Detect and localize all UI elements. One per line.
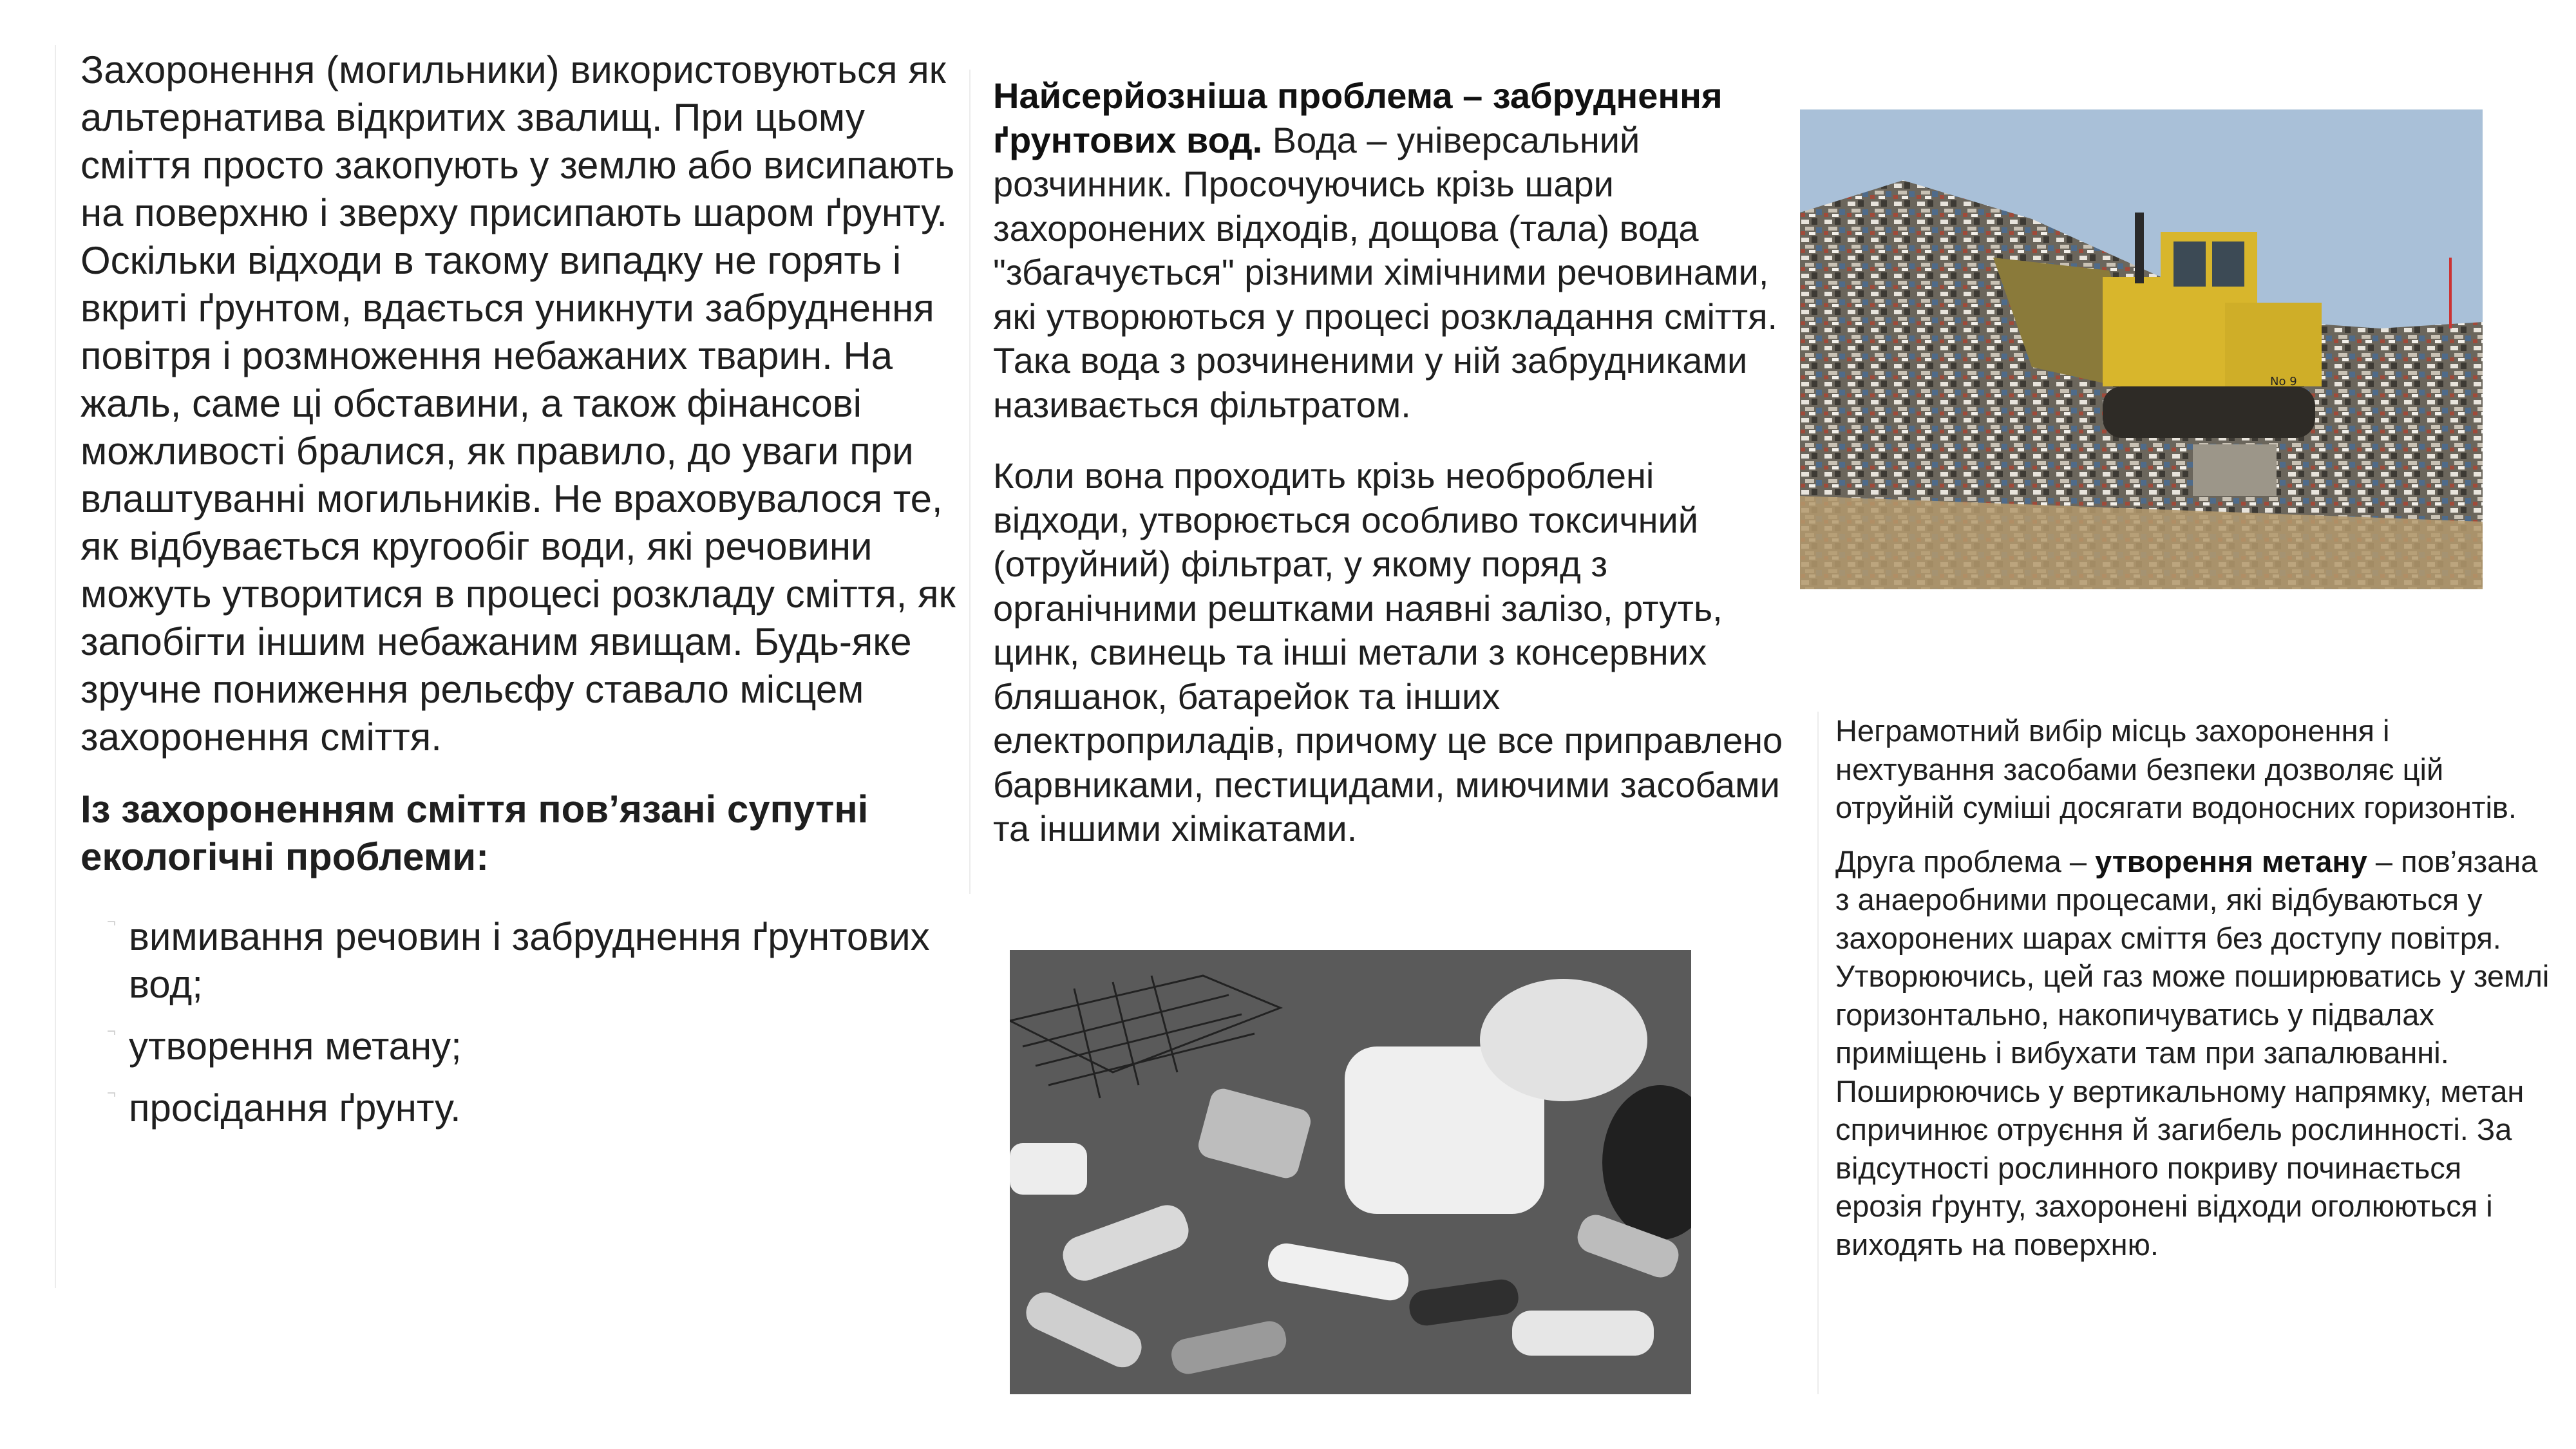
bullet-icon: ¬ — [107, 1084, 117, 1102]
trash-illustration — [1010, 950, 1691, 1394]
list-item: ¬ вимивання речовин і забруднення ґрунтових вод; — [107, 913, 930, 1006]
list-item: ¬ просідання ґрунту. — [107, 1084, 461, 1130]
intro-paragraph: Захоронення (могильники) використовуються як альтернатива відкритих звалищ. При цьому сміття просто закопують у землю або висипають на поверхню і зверху присипають шаром ґрунту. Оскільки відходи в такому випадку не горять і вкриті ґрунтом, вдається уникнути забруднення повітря і розмноження небажаних тварин. На жаль, саме ці обставини, а також фінансові можливості бралися, як правило, до уваги при влаштуванні могильників. Не враховувалося те, як відбувається кругообіг води, які речовини можуть утворитися в процесі розкладу сміття, як запобігти іншим небажаним явищам. Будь-яке зручне пониження рельєфу ставало місцем захоронення сміття. — [80, 48, 956, 759]
trash-closeup-photo — [1010, 950, 1691, 1394]
groundwater-heading: Найсерйозніша проблема – забруднення ґрунтових вод. — [993, 75, 1723, 160]
left-column-divider — [55, 45, 56, 1288]
right-column-divider — [1817, 712, 1819, 1394]
bullet-icon: ¬ — [107, 913, 117, 931]
list-item: ¬ утворення метану; — [107, 1023, 462, 1068]
groundwater-paragraph: Найсерйозніша проблема – забруднення ґрунтових вод. Вода – універсальний розчинник. Просочуючись крізь шари захоронених відходів, дощова (тала) вода "збагачується" різними хімічними речовинами, які утворюються у процесі розкладання сміття. Така вода з розчиненими у ній забрудниками називається фільтратом. — [993, 75, 1778, 425]
aquifer-paragraph: Неграмотний вибір місць захоронення і нехтування засобами безпеки дозволяє цій отруйній суміші досягати водоносних горизонтів. — [1835, 714, 2517, 824]
methane-paragraph: Друга проблема – утворення метану – пов’язана з анаеробними процесами, які відбуваються у захоронених шарах сміття без доступу повітря. Утворюючись, цей газ може поширюватись у землі горизонтально, накопичуватись у підвалах приміщень і вибухати там при запалюванні. Поширюючись у вертикальному напрямку, метан спричинює отруєння й загибель рослинності. За відсутності рослинного покриву починається ерозія ґрунту, захоронені відходи оголюються і виходять на поверхню. — [1835, 844, 2550, 1262]
bulldozer-number-label: No 9 — [2270, 375, 2297, 388]
landfill-illustration — [1800, 109, 2483, 589]
right-column — [1835, 712, 2550, 1264]
left-column — [80, 46, 956, 1146]
middle-column — [993, 74, 1792, 851]
middle-column-divider — [969, 70, 971, 894]
bullet-icon: ¬ — [107, 1023, 117, 1040]
methane-heading: утворення метану — [2095, 844, 2367, 878]
leachate-paragraph: Коли вона проходить крізь необроблені відходи, утворюється особливо токсичний (отруйний) фільтрат, у якому поряд з органічними рештками наявні залізо, ртуть, цинк, свинець та інші метали з консервних бляшанок, батарейок та інших електроприладів, причому це все приправлено барвниками, пестицидами, миючими засобами та іншими хімікатами. — [993, 455, 1783, 849]
landfill-bulldozer-photo — [1800, 109, 2483, 589]
problems-list — [80, 913, 956, 1132]
problems-heading: Із захороненням сміття пов’язані супутні екологічні проблеми: — [80, 788, 869, 878]
